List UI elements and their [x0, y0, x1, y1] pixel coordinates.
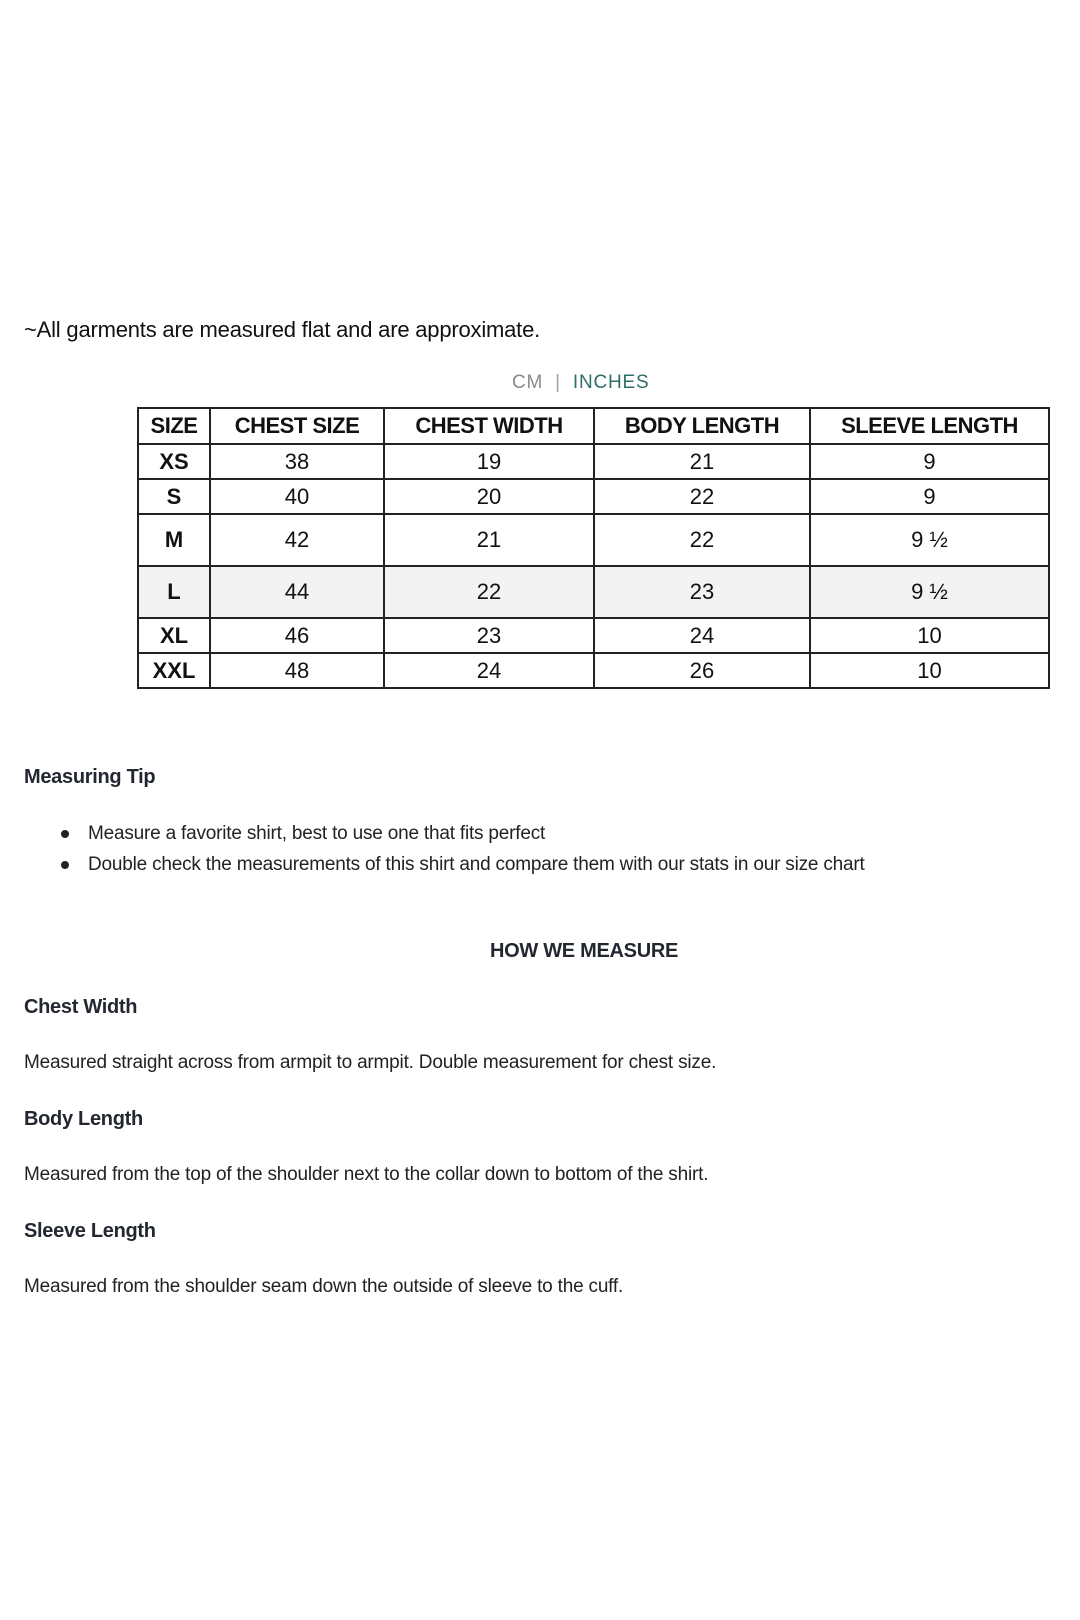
- table-row: [138, 618, 1049, 653]
- chest-width-heading: Chest Width: [24, 996, 138, 1018]
- header-chest-size: CHEST SIZE: [210, 408, 384, 444]
- chest-width-cell: 20: [384, 479, 594, 514]
- sleeve-length-heading: Sleeve Length: [24, 1220, 156, 1242]
- body-length-cell: 24: [594, 618, 810, 653]
- sleeve-length-cell: 9 ½: [810, 566, 1049, 618]
- chest-size-cell: 38: [210, 444, 384, 479]
- chest-size-cell: 42: [210, 514, 384, 566]
- measuring-tip-list: [55, 818, 865, 880]
- header-size: SIZE: [138, 408, 210, 444]
- body-length-heading: Body Length: [24, 1108, 143, 1130]
- size-cell: XL: [138, 618, 210, 653]
- chest-width-cell: 22: [384, 566, 594, 618]
- sleeve-length-description: Measured from the shoulder seam down the outside of sleeve to the cuff.: [24, 1276, 624, 1297]
- body-length-cell: 22: [594, 479, 810, 514]
- chest-size-cell: 48: [210, 653, 384, 688]
- size-cell: XS: [138, 444, 210, 479]
- measuring-tip-heading: Measuring Tip: [24, 766, 156, 788]
- header-body-length: BODY LENGTH: [594, 408, 810, 444]
- unit-separator: |: [555, 372, 561, 393]
- list-item-text: Measure a favorite shirt, best to use one that fits perfect: [88, 823, 546, 844]
- body-length-description: Measured from the top of the shoulder next to the collar down to bottom of the shirt.: [24, 1164, 709, 1185]
- unit-inches-button[interactable]: INCHES: [572, 372, 650, 393]
- size-chart-table: [137, 407, 1050, 689]
- disclaimer-text: ~All garments are measured flat and are approximate.: [24, 317, 541, 342]
- table-row: [138, 566, 1049, 618]
- body-length-cell: 26: [594, 653, 810, 688]
- table-row: [138, 514, 1049, 566]
- table-row: [138, 653, 1049, 688]
- sleeve-length-cell: 9: [810, 479, 1049, 514]
- unit-toggle: [512, 372, 650, 394]
- unit-cm-button[interactable]: CM: [512, 372, 544, 393]
- sleeve-length-cell: 9 ½: [810, 514, 1049, 566]
- bullet-icon: [61, 830, 69, 838]
- body-length-cell: 22: [594, 514, 810, 566]
- sleeve-length-cell: 9: [810, 444, 1049, 479]
- chest-width-cell: 24: [384, 653, 594, 688]
- chest-size-cell: 46: [210, 618, 384, 653]
- how-we-measure-heading: HOW WE MEASURE: [490, 940, 679, 962]
- sleeve-length-cell: 10: [810, 653, 1049, 688]
- header-sleeve-length: SLEEVE LENGTH: [810, 408, 1049, 444]
- body-length-cell: 21: [594, 444, 810, 479]
- table-row: [138, 444, 1049, 479]
- list-item: [55, 849, 865, 880]
- body-length-cell: 23: [594, 566, 810, 618]
- chest-width-cell: 19: [384, 444, 594, 479]
- size-cell: S: [138, 479, 210, 514]
- chest-width-description: Measured straight across from armpit to armpit. Double measurement for chest size.: [24, 1052, 717, 1073]
- table-header-row: [138, 408, 1049, 444]
- size-cell: M: [138, 514, 210, 566]
- chest-width-cell: 21: [384, 514, 594, 566]
- chest-size-cell: 40: [210, 479, 384, 514]
- table-row: [138, 479, 1049, 514]
- chest-size-cell: 44: [210, 566, 384, 618]
- size-cell: L: [138, 566, 210, 618]
- list-item: [55, 818, 865, 849]
- list-item-text: Double check the measurements of this shirt and compare them with our stats in our size chart: [88, 854, 865, 875]
- sleeve-length-cell: 10: [810, 618, 1049, 653]
- bullet-icon: [61, 861, 69, 869]
- chest-width-cell: 23: [384, 618, 594, 653]
- header-chest-width: CHEST WIDTH: [384, 408, 594, 444]
- size-cell: XXL: [138, 653, 210, 688]
